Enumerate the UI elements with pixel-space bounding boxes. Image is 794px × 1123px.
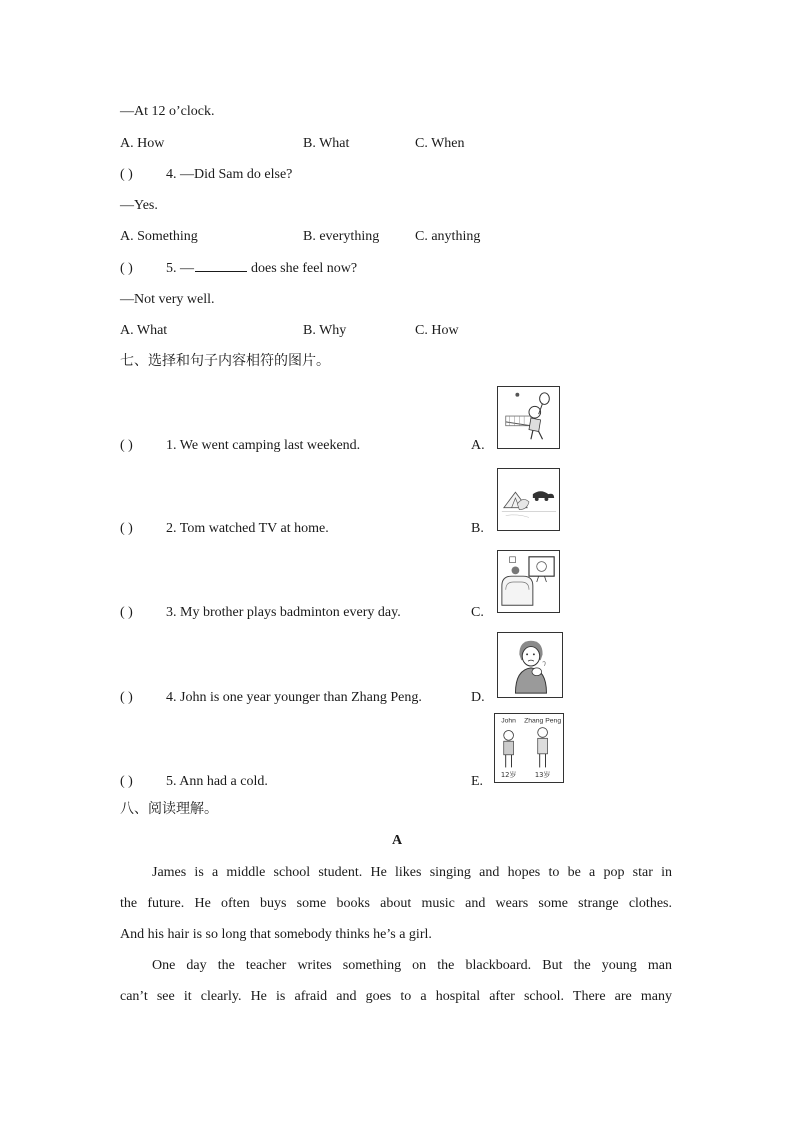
match-item-3 [120,604,401,622]
section7-heading: 七、选择和句子内容相符的图片。 [120,353,330,369]
match-item-text: 5. Ann had a cold. [166,774,268,789]
match-item-text: 2. Tom watched TV at home. [166,521,329,536]
answer-paren[interactable]: ( ) [120,605,133,620]
paragraph-1-line-2: the future. He often buys some books about music and wears some strange clothes. [120,896,672,911]
q3-answer: —At 12 o’clock. [120,104,215,119]
paragraph-1-line-1: James is a middle school student. He likes singing and hopes to be a pop star in [152,865,672,880]
match-item-4 [120,689,422,707]
q5-option-a: A. What [120,323,168,338]
q4-option-b: B. everything [303,229,380,244]
picture-letter-c: C. [471,605,484,620]
q3-option-a: A. How [120,136,165,151]
q5-question-row [120,259,357,278]
answer-paren[interactable]: ( ) [120,521,133,536]
q5-prefix: 5. — [166,261,194,276]
q5-suffix: does she feel now? [251,261,358,276]
match-item-2 [120,520,329,538]
q4-option-a: A. Something [120,229,198,244]
match-item-text: 1. We went camping last weekend. [166,438,361,453]
sick-girl-icon [497,632,563,698]
q4-answer: —Yes. [120,198,158,213]
pic-e-right-age: 13岁 [534,771,551,780]
passage-title: A [391,833,403,848]
paragraph-2-line-2: can’t see it clearly. He is afraid and goes to a hospital after school. There are many [120,989,672,1004]
q4-option-c: C. anything [415,229,481,244]
answer-paren[interactable]: ( ) [120,774,133,789]
campsite-tent-icon [497,468,560,531]
q3-option-b: B. What [303,136,350,151]
match-item-text: 4. John is one year younger than Zhang Peng. [166,690,422,705]
paragraph-2-line-1: One day the teacher writes something on the blackboard. But the young man [152,958,672,973]
q4-question-row [120,166,292,184]
tv-watching-icon [497,550,560,613]
picture-letter-b: B. [471,521,484,536]
badminton-player-icon [497,386,560,449]
answer-paren[interactable]: ( ) [120,261,133,276]
match-item-1 [120,437,360,455]
q5-answer: —Not very well. [120,292,215,307]
answer-paren[interactable]: ( ) [120,438,133,453]
picture-letter-d: D. [471,690,485,705]
match-item-5 [120,773,268,791]
q5-option-b: B. Why [303,323,347,338]
answer-paren[interactable]: ( ) [120,690,133,705]
answer-paren[interactable]: ( ) [120,167,133,182]
pic-e-right-name: Zhang Peng [524,717,562,725]
paragraph-1-line-3: And his hair is so long that somebody thinks he’s a girl. [120,927,432,942]
pic-e-left-name: John [501,717,516,725]
two-boys-height-icon [494,713,564,783]
pic-e-left-age: 12岁 [500,771,517,780]
section8-heading: 八、阅读理解。 [120,801,218,817]
q4-question: 4. —Did Sam do else? [166,167,293,182]
match-item-text: 3. My brother plays badminton every day. [166,605,401,620]
q3-option-c: C. When [415,136,465,151]
fill-blank[interactable] [195,259,247,272]
picture-letter-e: E. [471,774,484,789]
picture-letter-a: A. [471,438,485,453]
q5-option-c: C. How [415,323,459,338]
